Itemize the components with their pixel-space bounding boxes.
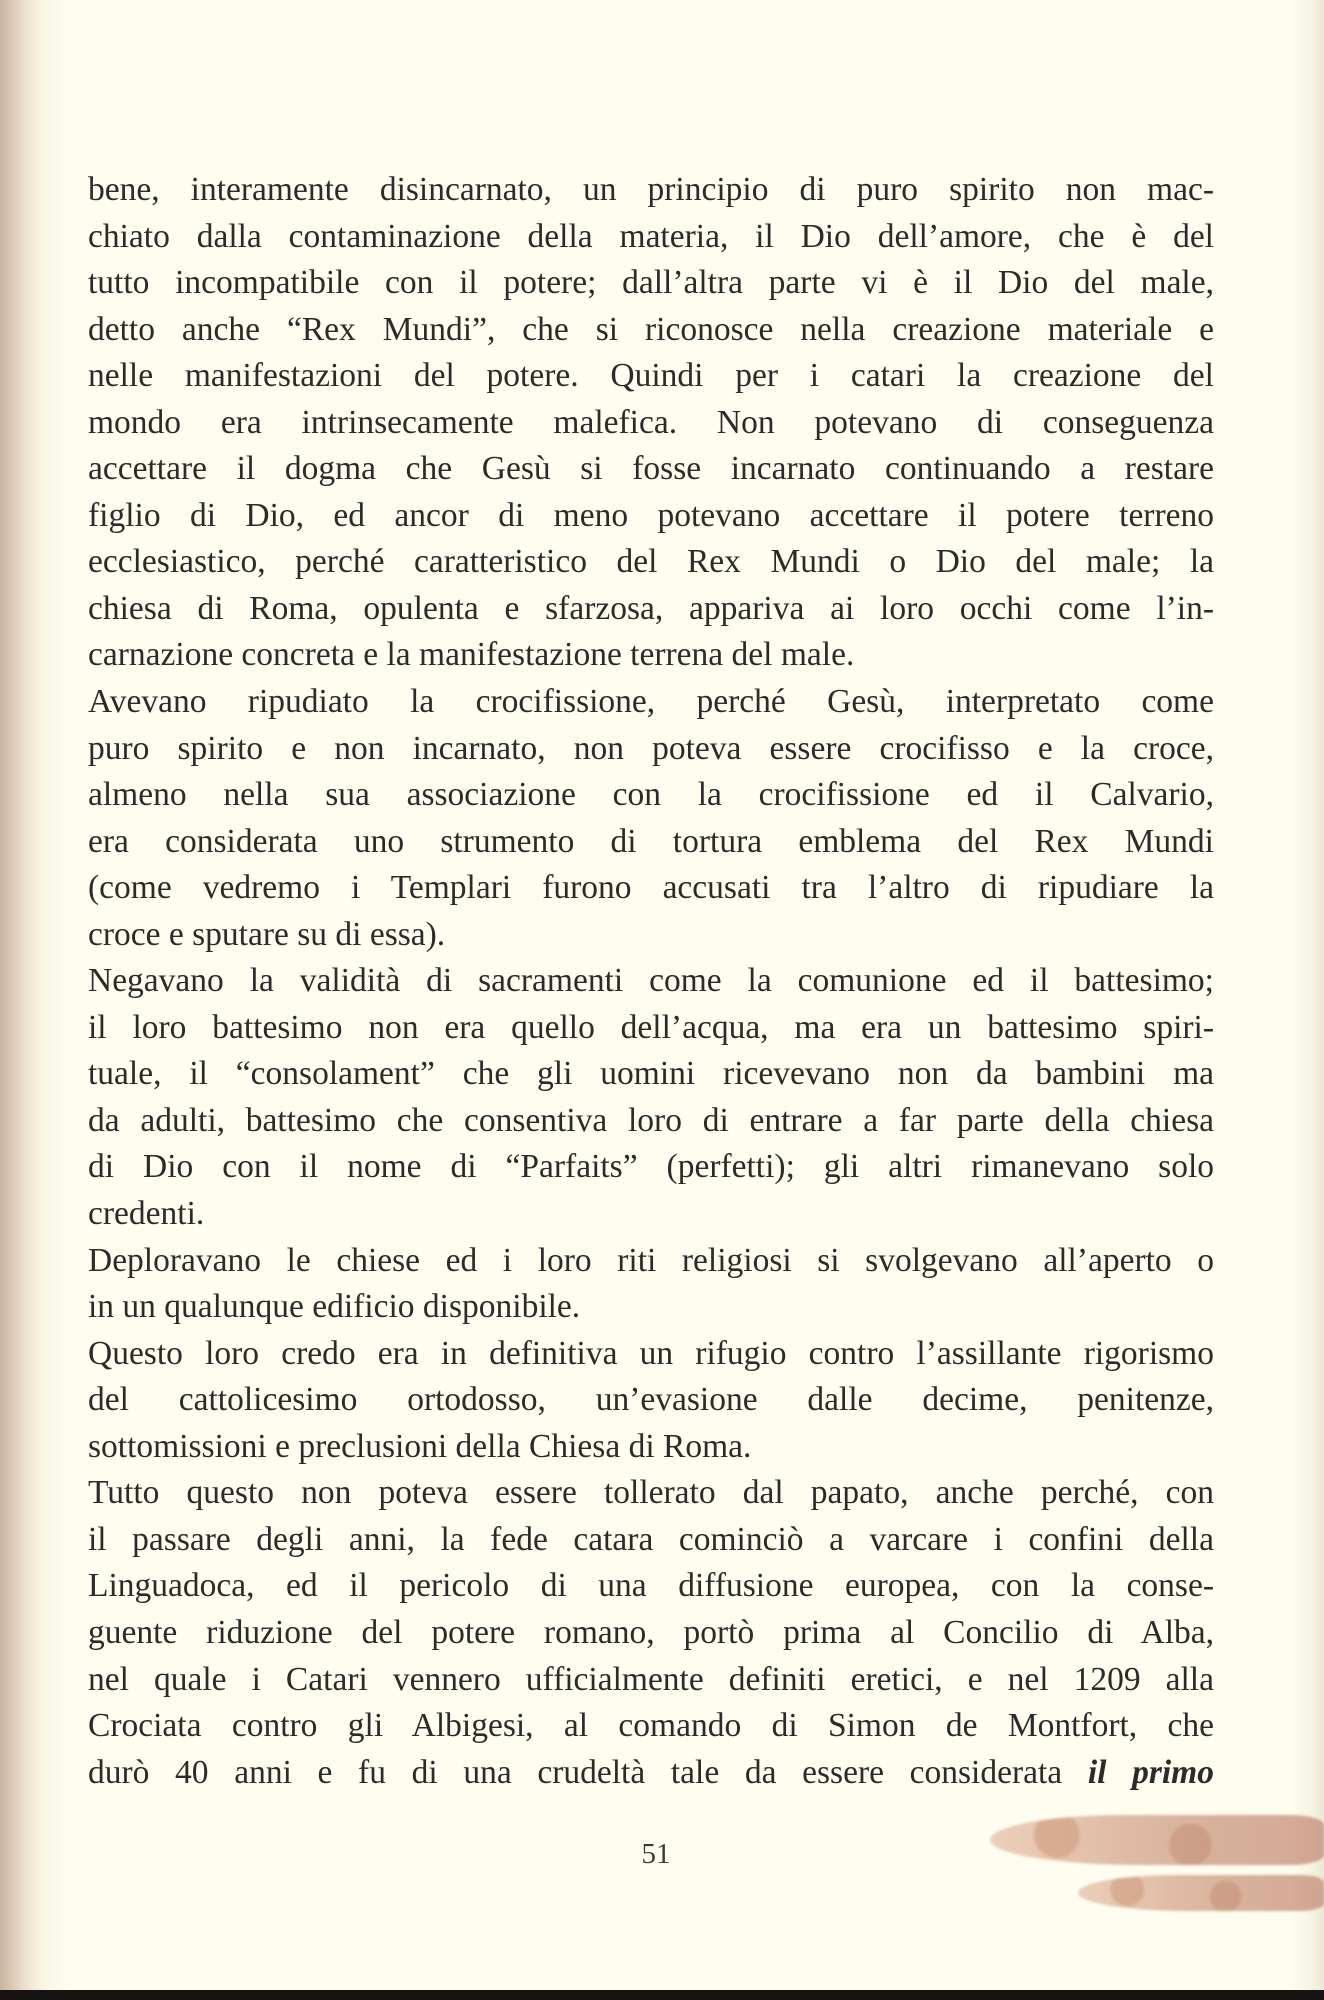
text-line: Tutto questo non poteva essere tollerato dal papato, anche perché, con bbox=[88, 1474, 1214, 1512]
text-line: credenti. bbox=[88, 1195, 205, 1233]
text-line: ecclesiastico, perché caratteristico del Rex Mundi o Dio del male; la bbox=[88, 543, 1214, 581]
text-line: tutto incompatibile con il potere; dall’altra parte vi è il Dio del male, bbox=[88, 264, 1214, 302]
text-line: carnazione concreta e la manifestazione terrena del male. bbox=[88, 636, 855, 674]
text-line: figlio di Dio, ed ancor di meno potevano accettare il potere terreno bbox=[88, 496, 1214, 534]
text-line-final bbox=[88, 1750, 1214, 1797]
paper-stain bbox=[990, 1815, 1324, 1865]
text-line: almeno nella sua associazione con la crocifissione ed il Calvario, bbox=[88, 776, 1214, 814]
text-line: di Dio con il nome di “Parfaits” (perfetti); gli altri rimanevano solo bbox=[88, 1148, 1214, 1186]
text-line: nel quale i Catari vennero ufficialmente definiti eretici, e nel 1209 alla bbox=[88, 1660, 1214, 1698]
text-line: (come vedremo i Templari furono accusati tra l’altro di ripudiare la bbox=[88, 869, 1214, 907]
text-line: era considerata uno strumento di tortura emblema del Rex Mundi bbox=[88, 822, 1214, 860]
text-line: da adulti, battesimo che consentiva loro di entrare a far parte della chiesa bbox=[88, 1101, 1214, 1139]
text-line: del cattolicesimo ortodosso, un’evasione dalle decime, penitenze, bbox=[88, 1381, 1214, 1419]
emphasized-phrase: il primo bbox=[1087, 1753, 1214, 1791]
text-line: in un qualunque edificio disponibile. bbox=[88, 1288, 581, 1326]
body-text bbox=[88, 167, 1214, 1796]
text-line: il passare degli anni, la fede catara cominciò a varcare i confini della bbox=[88, 1520, 1214, 1558]
text-line: bene, interamente disincarnato, un principio di puro spirito non mac- bbox=[88, 171, 1214, 208]
text-line: chiato dalla contaminazione della materia, il Dio dell’amore, che è del bbox=[88, 217, 1214, 255]
text-line: sottomissioni e preclusioni della Chiesa di Roma. bbox=[88, 1427, 752, 1465]
text-line-final-plain: durò 40 anni e fu di una crudeltà tale da essere considerata bbox=[88, 1753, 1063, 1791]
text-line: il loro battesimo non era quello dell’acqua, ma era un battesimo spiri- bbox=[88, 1008, 1214, 1046]
page-number: 51 bbox=[641, 1838, 671, 1870]
paper-stain bbox=[1078, 1875, 1324, 1911]
text-line: chiesa di Roma, opulenta e sfarzosa, appariva ai loro occhi come l’in- bbox=[88, 589, 1214, 627]
text-line: nelle manifestazioni del potere. Quindi per i catari la creazione del bbox=[88, 357, 1214, 395]
text-line: Negavano la validità di sacramenti come la comunione ed il battesimo; bbox=[88, 962, 1214, 1000]
text-line: Linguadoca, ed il pericolo di una diffusione europea, con la conse- bbox=[88, 1567, 1214, 1605]
text-line: tuale, il “consolament” che gli uomini ricevevano non da bambini ma bbox=[88, 1055, 1214, 1093]
text-line: detto anche “Rex Mundi”, che si riconosce nella creazione materiale e bbox=[88, 310, 1214, 348]
text-line: mondo era intrinsecamente malefica. Non potevano di conseguenza bbox=[88, 403, 1214, 441]
text-line: Avevano ripudiato la crocifissione, perché Gesù, interpretato come bbox=[88, 683, 1214, 721]
text-line: guente riduzione del potere romano, portò prima al Concilio di Alba, bbox=[88, 1613, 1214, 1651]
text-line: Questo loro credo era in definitiva un rifugio contro l’assillante rigorismo bbox=[88, 1334, 1214, 1372]
text-line: Crociata contro gli Albigesi, al comando di Simon de Montfort, che bbox=[88, 1707, 1214, 1745]
scan-border bbox=[0, 1990, 1324, 2000]
text-line: croce e sputare su di essa). bbox=[88, 915, 446, 953]
text-line: accettare il dogma che Gesù si fosse incarnato continuando a restare bbox=[88, 450, 1214, 488]
text-line: puro spirito e non incarnato, non poteva essere crocifisso e la croce, bbox=[88, 729, 1214, 767]
text-line: Deploravano le chiese ed i loro riti religiosi si svolgevano all’aperto o bbox=[88, 1241, 1214, 1279]
